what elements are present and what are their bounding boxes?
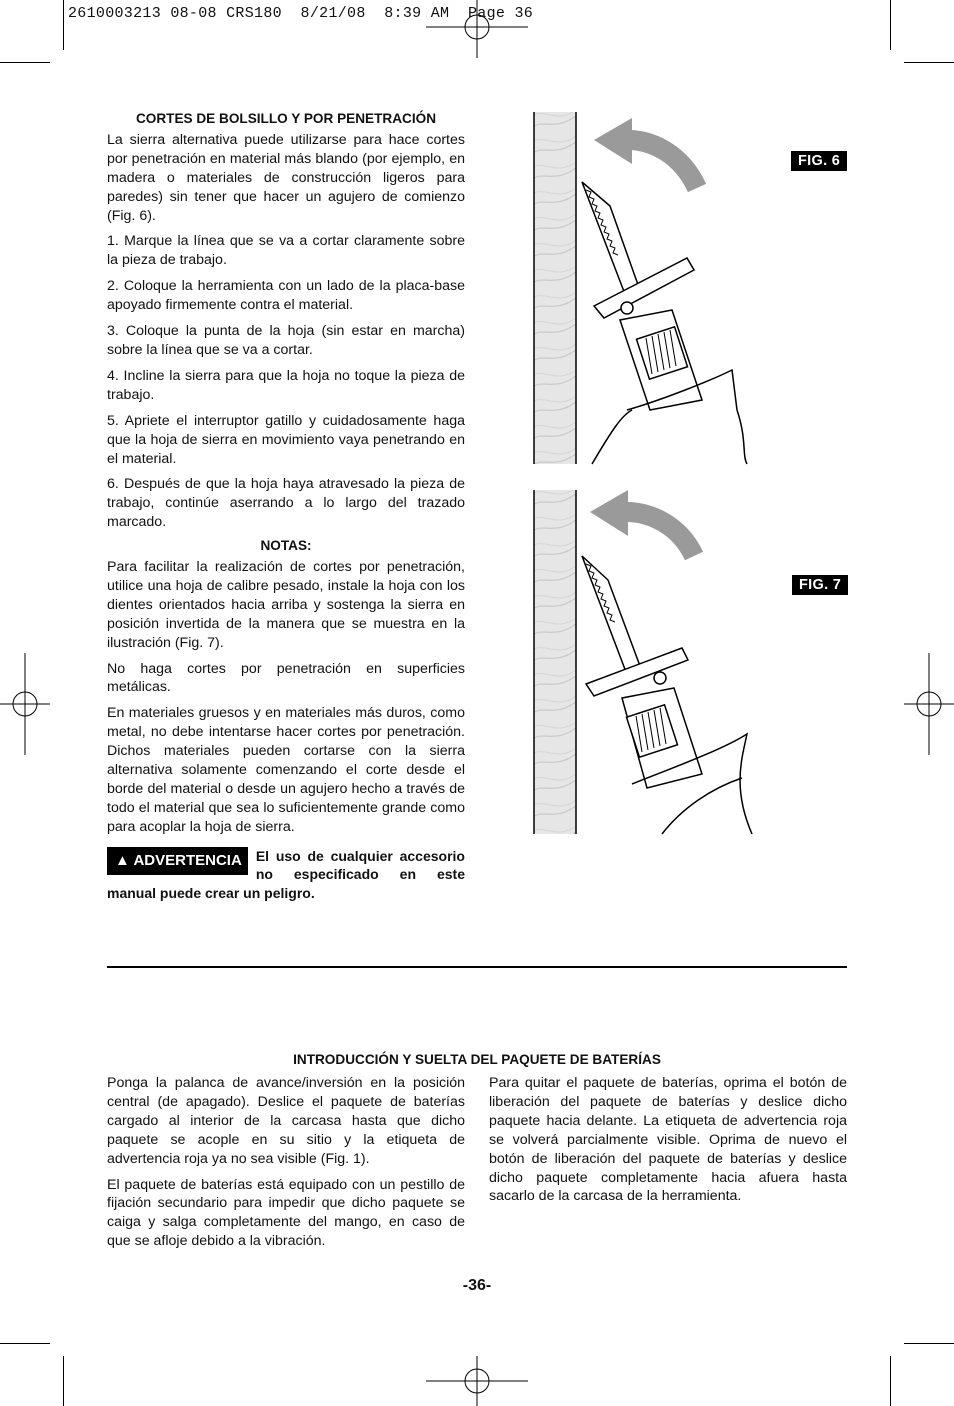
intro-paragraph: La sierra alternativa puede utilizarse para hace cortes por penetración en material más blando (por ejemplo, en madera o materiales de construcción ligeros para paredes) sin tener que hacer un agujero de comienzo (Fig. 6).: [107, 131, 465, 224]
battery-right-column: [489, 1074, 847, 1213]
warning-block: [107, 847, 465, 903]
figure-6-illustration: [532, 110, 762, 465]
battery-section-title: INTRODUCCIÓN Y SUELTA DEL PAQUETE DE BATERÍAS: [293, 1052, 661, 1067]
note-paragraph: En materiales gruesos y en materiales más duros, como metal, no debe intentarse hacer cortes por penetración. Dichos materiales pueden cortarse con la sierra alternativa solamente comenzando el corte desde el borde del material o desde un agujero hecho a través de todo el material que sea lo suficientemente grande como para acoplar la hoja de sierra.: [107, 705, 465, 835]
section-divider: [107, 966, 847, 968]
step-item: 2. Coloque la herramienta con un lado de la placa-base apoyado firmemente contra el material.: [107, 278, 465, 314]
battery-paragraph: El paquete de baterías está equipado con un pestillo de fijación secundario para impedir que dicho paquete se caiga y salga completamente del mango, en caso de que se afloje debido a la vibración.: [107, 1176, 465, 1250]
step-item: 3. Coloque la punta de la hoja (sin estar en marcha) sobre la línea que se va a cortar.: [107, 323, 465, 358]
warning-text: El uso de cualquier accesorio no especificado en este manual puede crear un peligro.: [107, 847, 465, 901]
warning-triangle-icon: ▲: [115, 851, 134, 869]
battery-paragraph: Ponga la palanca de avance/inversión en la posición central (de apagado). Deslice el paquete de baterías cargado al interior de la carcasa hasta que dicho paquete se acople en su sitio y la etiqueta de advertencia roja ya no sea visible (Fig. 1).: [107, 1075, 465, 1167]
section-title: CORTES DE BOLSILLO Y POR PENETRACIÓN: [135, 111, 437, 126]
battery-paragraph: Para quitar el paquete de baterías, oprima el botón de liberación del paquete de baterías y deslice dicho paquete hacia delante. La etiqueta de advertencia roja se volverá parcialmente visible. Oprima de nuevo el botón de liberación del paquete de baterías y deslice dicho paquete completamente hacia afuera hasta sacarlo de la carcasa de la herramienta.: [489, 1075, 847, 1205]
note-paragraph: Para facilitar la realización de cortes por penetración, utilice una hoja de calibre pesado, instale la hoja con los dientes orientados hacia arriba y sostenga la sierra en posición invertida de la manera que se muestra en la ilustración (Fig. 7).: [107, 559, 465, 651]
page-number: -36-: [462, 1277, 492, 1294]
warning-label: ADVERTENCIA: [133, 851, 242, 869]
printer-slug: 2610003213 08-08 CRS180 8/21/08 8:39 AM Page 36: [68, 5, 534, 22]
warning-badge: [107, 847, 248, 875]
registration-mark-left: [0, 653, 50, 755]
step-item: 4. Incline la sierra para que la hoja no toque la pieza de trabajo.: [107, 367, 465, 403]
step-item: 5. Apriete el interruptor gatillo y cuidadosamente haga que la hoja de sierra en movimiento vaya penetrando en el material.: [107, 412, 465, 467]
step-item: 6. Después de que la hoja haya atravesado la pieza de trabajo, continúe aserrando a lo largo del trazado marcado.: [107, 476, 465, 531]
figure-6-label: FIG. 6: [791, 151, 847, 171]
battery-left-column: [107, 1074, 465, 1258]
registration-mark-right: [904, 653, 954, 755]
plunge-cut-section: [107, 110, 465, 902]
registration-mark-top: [426, 0, 528, 60]
note-paragraph: No haga cortes por penetración en superficies metálicas.: [107, 660, 465, 696]
figure-7-label: FIG. 7: [792, 575, 848, 595]
notes-title: NOTAS:: [260, 538, 312, 554]
registration-mark-bottom: [426, 1356, 528, 1406]
figure-7-illustration: [532, 488, 792, 836]
step-item: 1. Marque la línea que se va a cortar claramente sobre la pieza de trabajo.: [107, 233, 465, 269]
